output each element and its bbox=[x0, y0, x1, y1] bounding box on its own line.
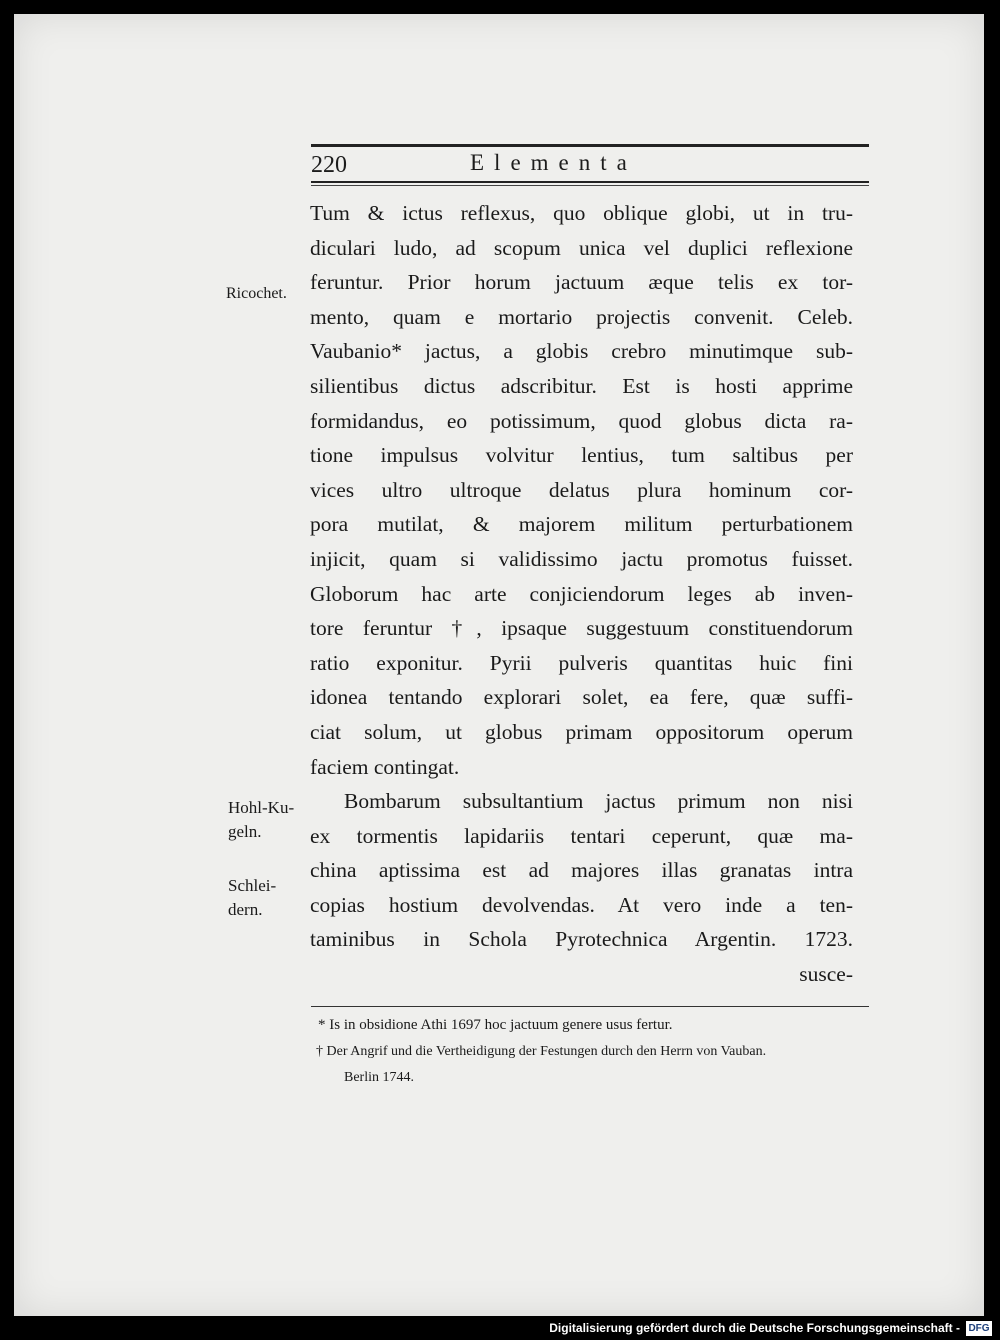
text-line: Globorum hac arte conjiciendorum leges ab inven- bbox=[310, 581, 853, 606]
book-page bbox=[14, 14, 984, 1316]
text-line: vices ultro ultroque delatus plura hominum cor- bbox=[310, 477, 853, 502]
header-rule-thin bbox=[311, 185, 869, 186]
footnote-2-line-2: Berlin 1744. bbox=[344, 1070, 414, 1085]
header-rule-top bbox=[311, 144, 869, 147]
margin-note-line: geln. bbox=[228, 822, 262, 841]
page-content bbox=[14, 14, 984, 1316]
running-head: Elementa bbox=[470, 150, 637, 175]
text-line: feruntur. Prior horum jactuum æque telis ex tor- bbox=[310, 270, 853, 295]
dfg-logo-icon: DFG bbox=[966, 1321, 992, 1336]
header-rule-bottom bbox=[311, 181, 869, 183]
text-line: formidandus, eo potissimum, quod globus dicta ra- bbox=[310, 408, 853, 433]
margin-note-line: dern. bbox=[228, 900, 263, 919]
text-line: mento, quam e mortario projectis convenit. Celeb. bbox=[310, 304, 853, 329]
footnote-1: * Is in obsidione Athi 1697 hoc jactuum genere usus fertur. bbox=[318, 1017, 673, 1033]
text-line: Tum & ictus reflexus, quo oblique globi, ut in tru- bbox=[310, 201, 853, 225]
footnote-rule bbox=[311, 1006, 869, 1007]
text-line: diculari ludo, ad scopum unica vel duplici reflexione bbox=[310, 235, 853, 260]
text-line: ratio exponitur. Pyrii pulveris quantitas huic fini bbox=[310, 650, 853, 675]
text-line: ex tormentis lapidariis tentari ceperunt, quæ ma- bbox=[310, 823, 853, 848]
digitization-credit: Digitalisierung gefördert durch die Deutsche Forschungsgemeinschaft - bbox=[549, 1321, 960, 1335]
footnote-2-line-1: † Der Angrif und die Vertheidigung der Festungen durch den Herrn von Vauban. bbox=[316, 1044, 767, 1059]
text-line: taminibus in Schola Pyrotechnica Argentin. 1723. bbox=[310, 927, 853, 952]
text-line: Bombarum subsultantium jactus primum non nisi bbox=[344, 789, 853, 814]
text-line: injicit, quam si validissimo jactu promotus fuisset. bbox=[310, 546, 853, 571]
catchword: susce- bbox=[799, 962, 853, 987]
text-line: tione impulsus volvitur lentius, tum saltibus per bbox=[310, 443, 853, 468]
body-text bbox=[310, 196, 853, 992]
text-line: idonea tentando explorari solet, ea fere, quæ suffi- bbox=[310, 685, 853, 710]
text-line: faciem contingat. bbox=[310, 754, 460, 779]
text-line: pora mutilat, & majorem militum perturbationem bbox=[310, 512, 853, 537]
text-line: tore feruntur †, ipsaque suggestuum constituendorum bbox=[310, 616, 853, 641]
text-line: Vaubanio* jactus, a globis crebro minutimque sub- bbox=[310, 339, 853, 364]
credit-bar bbox=[0, 1316, 1000, 1340]
margin-note-line: Schlei- bbox=[228, 876, 277, 895]
text-line: ciat solum, ut globus primam oppositorum operum bbox=[310, 719, 853, 744]
page-number: 220 bbox=[311, 152, 347, 178]
margin-note-ricochet: Ricochet. bbox=[226, 285, 287, 302]
margin-note-hohlkugeln bbox=[228, 796, 294, 844]
text-line: copias hostium devolvendas. At vero inde a ten- bbox=[310, 892, 853, 917]
text-line: china aptissima est ad majores illas granatas intra bbox=[310, 858, 853, 883]
margin-note-line: Hohl-Ku- bbox=[228, 798, 295, 817]
text-line: silientibus dictus adscribitur. Est is hosti apprime bbox=[310, 373, 853, 398]
margin-note-schleidern bbox=[228, 874, 276, 922]
